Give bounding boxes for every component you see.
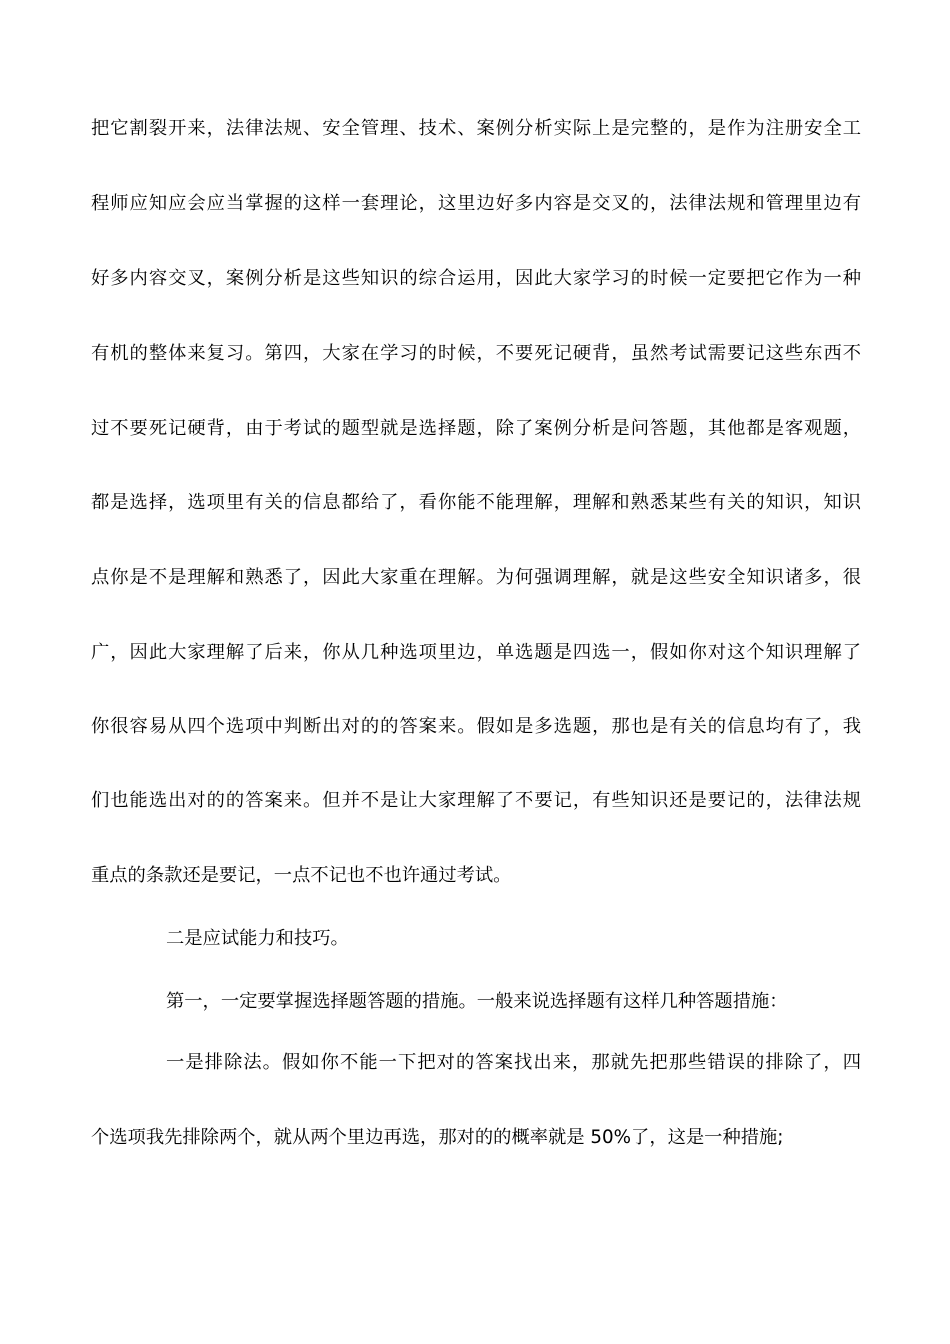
paragraph-line-2: 程师应知应会应当掌握的这样一套理论，这里边好多内容是交叉的，法律法规和管理里边有 [91,193,861,214]
paragraph-line-7: 点你是不是理解和熟悉了，因此大家重在理解。为何强调理解，就是这些安全知识诸多，很 [91,567,861,588]
paragraph-line-3: 好多内容交叉，案例分析是这些知识的综合运用，因此大家学习的时候一定要把它作为一种 [91,268,861,289]
paragraph-line-15: 个选项我先排除两个，就从两个里边再选，那对的的概率就是 50%了，这是一种措施; [91,1127,784,1148]
paragraph-line-13: 第一，一定要掌握选择题答题的措施。一般来说选择题有这样几种答题措施： [166,991,788,1012]
paragraph-line-6: 都是选择，选项里有关的信息都给了，看你能不能理解，理解和熟悉某些有关的知识，知识 [91,492,861,513]
paragraph-line-14: 一是排除法。假如你不能一下把对的答案找出来，那就先把那些错误的排除了，四 [166,1052,861,1073]
paragraph-line-1: 把它割裂开来，法律法规、安全管理、技术、案例分析实际上是完整的，是作为注册安全工 [91,118,861,139]
section-heading: 二是应试能力和技巧。 [166,928,349,949]
paragraph-line-9: 你很容易从四个选项中判断出对的的答案来。假如是多选题，那也是有关的信息均有了，我 [91,716,861,737]
paragraph-line-4: 有机的整体来复习。第四，大家在学习的时候，不要死记硬背，虽然考试需要记这些东西不 [91,343,861,364]
paragraph-line-10: 们也能选出对的的答案来。但并不是让大家理解了不要记，有些知识还是要记的，法律法规 [91,790,861,811]
paragraph-line-5: 过不要死记硬背，由于考试的题型就是选择题，除了案例分析是问答题，其他都是客观题， [91,418,861,439]
paragraph-line-8: 广，因此大家理解了后来，你从几种选项里边，单选题是四选一，假如你对这个知识理解了 [91,642,861,663]
paragraph-line-11: 重点的条款还是要记，一点不记也不也许通过考试。 [91,865,512,886]
